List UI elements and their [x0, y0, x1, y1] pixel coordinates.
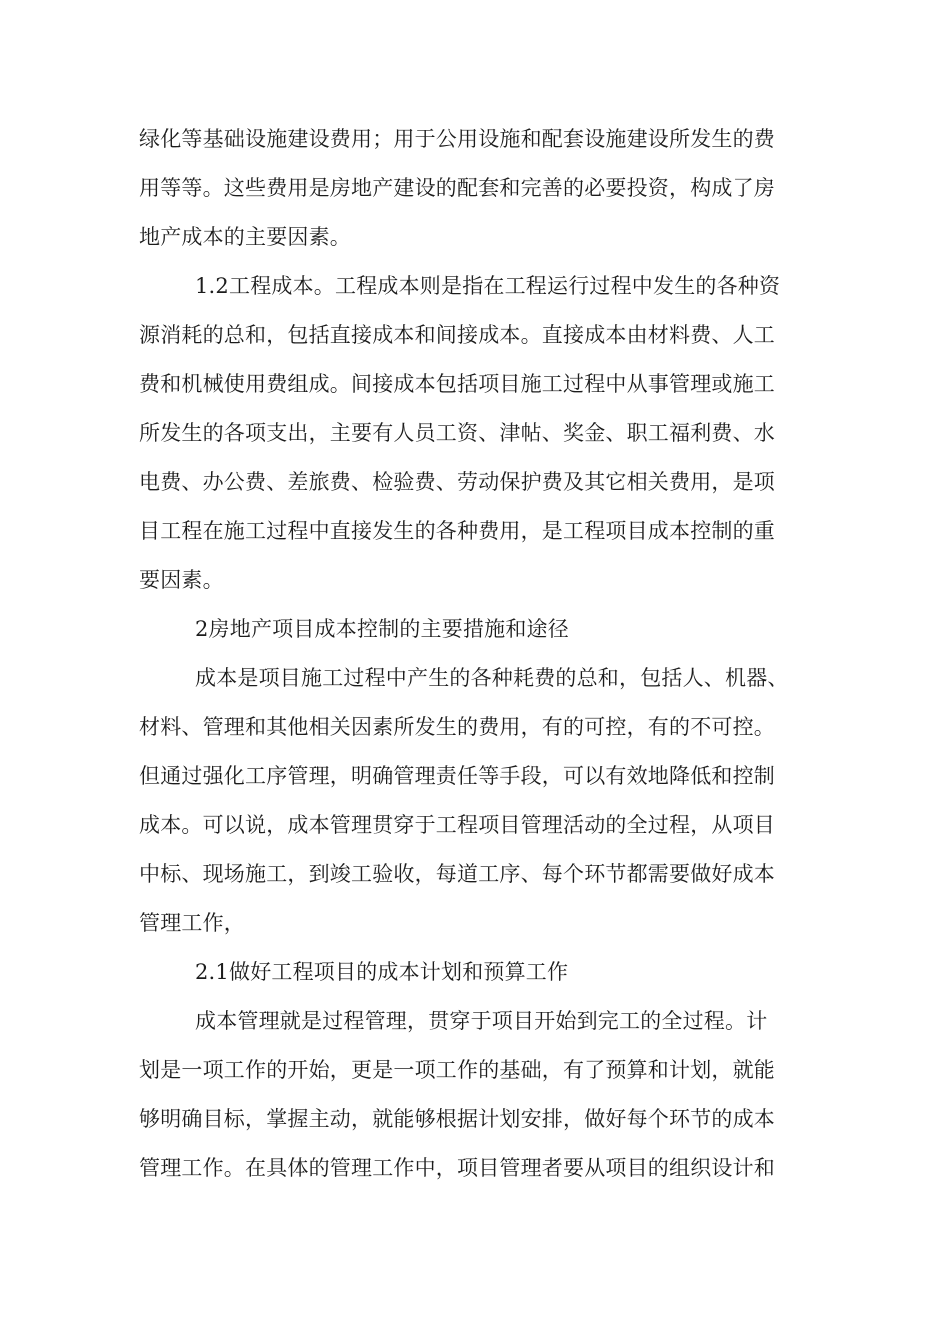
text-line: 用等等。这些费用是房地产建设的配套和完善的必要投资，构成了房 — [139, 176, 775, 200]
body-text — [139, 121, 829, 1199]
text-line: 所发生的各项支出，主要有人员工资、津帖、奖金、职工福利费、水 — [139, 421, 775, 445]
text-line: 费和机械使用费组成。间接成本包括项目施工过程中从事管理或施工 — [139, 372, 775, 396]
text-line: 划是一项工作的开始，更是一项工作的基础，有了预算和计划，就能 — [139, 1058, 775, 1082]
text-line: 地产成本的主要因素。 — [139, 225, 351, 249]
text-line: 目工程在施工过程中直接发生的各种费用，是工程项目成本控制的重 — [139, 519, 775, 543]
text-line: 材料、管理和其他相关因素所发生的费用，有的可控，有的不可控。 — [139, 715, 775, 739]
text-line: 要因素。 — [139, 568, 224, 592]
text-line: 成本。可以说，成本管理贯穿于工程项目管理活动的全过程，从项目 — [139, 813, 775, 837]
text-line: 中标、现场施工，到竣工验收，每道工序、每个环节都需要做好成本 — [139, 862, 775, 886]
paragraph-first-line: 2房地产项目成本控制的主要措施和途径 — [195, 617, 569, 641]
paragraph-first-line: 成本管理就是过程管理，贯穿于项目开始到完工的全过程。计 — [195, 1009, 768, 1033]
paragraph-first-line: 2.1做好工程项目的成本计划和预算工作 — [195, 960, 569, 984]
text-line: 源消耗的总和，包括直接成本和间接成本。直接成本由材料费、人工 — [139, 323, 775, 347]
text-line: 但通过强化工序管理，明确管理责任等手段，可以有效地降低和控制 — [139, 764, 775, 788]
text-line: 绿化等基础设施建设费用；用于公用设施和配套设施建设所发生的费 — [139, 127, 775, 151]
text-line: 电费、办公费、差旅费、检验费、劳动保护费及其它相关费用，是项 — [139, 470, 775, 494]
paragraph-first-line: 1.2工程成本。工程成本则是指在工程运行过程中发生的各种资 — [195, 274, 781, 298]
text-line: 管理工作。在具体的管理工作中，项目管理者要从项目的组织设计和 — [139, 1156, 775, 1180]
paragraph-first-line: 成本是项目施工过程中产生的各种耗费的总和，包括人、机器、 — [195, 666, 789, 690]
text-line: 管理工作， — [139, 911, 245, 935]
text-line: 够明确目标，掌握主动，就能够根据计划安排，做好每个环节的成本 — [139, 1107, 775, 1131]
